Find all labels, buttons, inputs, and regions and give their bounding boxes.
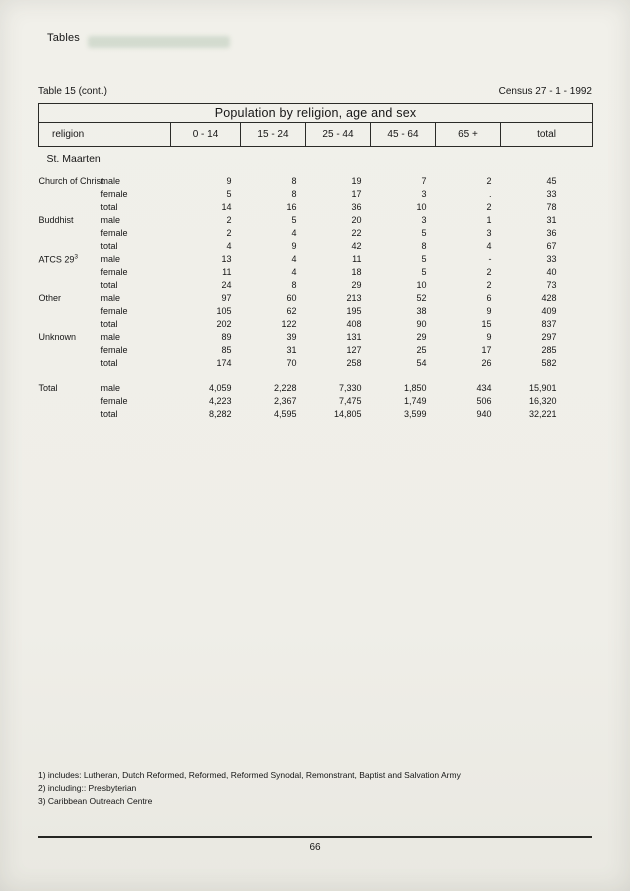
value-cell: 8 bbox=[291, 176, 297, 186]
table-row bbox=[39, 305, 593, 318]
value-cell: 14,805 bbox=[333, 409, 362, 419]
value-cell: 4,059 bbox=[208, 383, 232, 393]
row-header-cell bbox=[39, 266, 171, 279]
value-cell: 582 bbox=[541, 358, 557, 368]
value-cell: 9 bbox=[291, 241, 297, 251]
value-cell: 29 bbox=[351, 280, 362, 290]
value-cell: 24 bbox=[221, 280, 232, 290]
value-cell: 127 bbox=[346, 345, 362, 355]
value-cell: 38 bbox=[416, 306, 427, 316]
sex-label: total bbox=[100, 409, 118, 419]
table-row bbox=[39, 279, 593, 292]
column-header: 65 + bbox=[436, 123, 501, 147]
value-cell: 5 bbox=[421, 228, 427, 238]
value-cell: 36 bbox=[546, 228, 557, 238]
value-cell: 9 bbox=[226, 176, 232, 186]
sex-label: female bbox=[100, 306, 128, 316]
table-row bbox=[39, 395, 593, 408]
value-cell: 26 bbox=[481, 358, 492, 368]
row-header-cell bbox=[39, 175, 171, 188]
religion-label: Buddhist bbox=[38, 215, 74, 225]
row-header-cell bbox=[39, 395, 171, 408]
value-cell: 20 bbox=[351, 215, 362, 225]
value-cell: 131 bbox=[346, 332, 362, 342]
value-cell: 2 bbox=[226, 215, 232, 225]
section-heading: Tables bbox=[47, 32, 80, 44]
value-cell: 33 bbox=[546, 254, 557, 264]
value-cell: 11 bbox=[352, 254, 362, 264]
value-cell: 5 bbox=[421, 254, 427, 264]
value-cell: 2 bbox=[486, 280, 492, 290]
table-caption: Table 15 (cont.) bbox=[38, 86, 107, 97]
column-header: total bbox=[501, 123, 593, 147]
value-cell: 2 bbox=[486, 176, 492, 186]
value-cell: 297 bbox=[541, 332, 557, 342]
value-cell: 6 bbox=[486, 293, 492, 303]
column-header: 0 - 14 bbox=[171, 123, 241, 147]
sex-label: female bbox=[100, 189, 128, 199]
value-cell: 1,749 bbox=[403, 396, 427, 406]
value-cell: 2 bbox=[486, 202, 492, 212]
table-row bbox=[39, 357, 593, 370]
footnote-3: 3) Caribbean Outreach Centre bbox=[38, 796, 153, 806]
spacer-row bbox=[39, 370, 593, 382]
value-cell: 258 bbox=[346, 358, 362, 368]
value-cell: 4,223 bbox=[208, 396, 232, 406]
table-row bbox=[39, 292, 593, 305]
sex-label: male bbox=[100, 254, 121, 264]
value-cell: 10 bbox=[416, 202, 427, 212]
value-cell: 8 bbox=[291, 280, 297, 290]
value-cell: 7,475 bbox=[338, 396, 362, 406]
value-cell: 19 bbox=[351, 176, 362, 186]
value-cell: 1 bbox=[486, 215, 492, 225]
value-cell: 122 bbox=[281, 319, 297, 329]
row-header-cell bbox=[39, 344, 171, 357]
column-header: 15 - 24 bbox=[241, 123, 306, 147]
sex-label: male bbox=[100, 332, 121, 342]
table-row bbox=[39, 331, 593, 344]
value-cell: 15 bbox=[481, 319, 492, 329]
sex-label: total bbox=[100, 280, 118, 290]
sex-label: male bbox=[100, 215, 121, 225]
sex-label: total bbox=[100, 319, 118, 329]
value-cell: 213 bbox=[346, 293, 362, 303]
value-cell: 18 bbox=[351, 267, 362, 277]
row-header-cell bbox=[39, 382, 171, 395]
spacer-row bbox=[39, 165, 593, 175]
value-cell: 29 bbox=[416, 332, 427, 342]
religion-label: Church of Christ bbox=[38, 176, 104, 186]
value-cell: 22 bbox=[351, 228, 362, 238]
row-header-cell bbox=[39, 188, 171, 201]
column-header: religion bbox=[39, 123, 171, 147]
column-header: 45 - 64 bbox=[371, 123, 436, 147]
value-cell: 2 bbox=[226, 228, 232, 238]
value-cell: 33 bbox=[546, 189, 557, 199]
value-cell: 4 bbox=[291, 228, 297, 238]
sex-label: female bbox=[100, 228, 128, 238]
value-cell: 4 bbox=[226, 241, 232, 251]
value-cell: 9 bbox=[486, 332, 492, 342]
sex-label: female bbox=[100, 267, 128, 277]
value-cell: 7 bbox=[421, 176, 427, 186]
table-row bbox=[39, 344, 593, 357]
row-header-cell bbox=[39, 240, 171, 253]
table-caption-row bbox=[38, 86, 592, 97]
census-caption: Census 27 - 1 - 1992 bbox=[498, 86, 592, 97]
value-cell: 5 bbox=[421, 267, 427, 277]
value-cell: 62 bbox=[286, 306, 297, 316]
religion-label: ATCS $29^3$ bbox=[38, 253, 78, 265]
value-cell: 89 bbox=[221, 332, 232, 342]
sex-label: male bbox=[100, 293, 121, 303]
value-cell: 2,228 bbox=[273, 383, 297, 393]
footnote-2: 2) including:: Presbyterian bbox=[38, 783, 137, 793]
sex-label: female bbox=[100, 345, 128, 355]
value-cell: 73 bbox=[546, 280, 557, 290]
value-cell: 31 bbox=[286, 345, 297, 355]
value-cell: 52 bbox=[416, 293, 427, 303]
value-cell: 54 bbox=[416, 358, 427, 368]
value-cell: 285 bbox=[541, 345, 557, 355]
value-cell: 70 bbox=[286, 358, 297, 368]
value-cell: 7,330 bbox=[338, 383, 362, 393]
value-cell: 45 bbox=[546, 176, 557, 186]
table-row bbox=[39, 227, 593, 240]
table-row bbox=[39, 408, 593, 421]
sex-label: total bbox=[100, 202, 118, 212]
sex-label: male bbox=[100, 176, 121, 186]
value-cell: 14 bbox=[221, 202, 232, 212]
value-cell: 202 bbox=[216, 319, 232, 329]
value-cell: - bbox=[488, 254, 492, 264]
footer-rule bbox=[38, 836, 592, 838]
row-header-cell bbox=[39, 279, 171, 292]
value-cell: 5 bbox=[226, 189, 232, 199]
value-cell: 940 bbox=[476, 409, 492, 419]
value-cell: 15,901 bbox=[529, 383, 557, 393]
value-cell: 4 bbox=[291, 267, 297, 277]
row-header-cell bbox=[39, 253, 171, 266]
value-cell: 8 bbox=[421, 241, 427, 251]
value-cell: 506 bbox=[476, 396, 492, 406]
value-cell: 434 bbox=[476, 383, 492, 393]
table-title: Population by religion, age and sex bbox=[39, 104, 593, 123]
row-header-cell bbox=[39, 408, 171, 421]
value-cell: 3 bbox=[421, 215, 427, 225]
value-cell: 3,599 bbox=[403, 409, 427, 419]
table-row bbox=[39, 318, 593, 331]
value-cell: 3 bbox=[486, 228, 492, 238]
sex-label: male bbox=[100, 383, 121, 393]
sex-label: total bbox=[100, 358, 118, 368]
table-row bbox=[39, 188, 593, 201]
value-cell: 16 bbox=[286, 202, 297, 212]
value-cell: 408 bbox=[346, 319, 362, 329]
row-header-cell bbox=[39, 227, 171, 240]
column-header: 25 - 44 bbox=[306, 123, 371, 147]
region-label: St. Maarten bbox=[46, 152, 101, 165]
sex-label: female bbox=[100, 396, 128, 406]
row-header-cell bbox=[39, 214, 171, 227]
value-cell: 11 bbox=[222, 267, 232, 277]
value-cell: 17 bbox=[481, 345, 492, 355]
value-cell: 85 bbox=[221, 345, 232, 355]
value-cell: 5 bbox=[291, 215, 297, 225]
row-header-cell bbox=[39, 305, 171, 318]
value-cell: 8 bbox=[291, 189, 297, 199]
value-cell: 9 bbox=[486, 306, 492, 316]
value-cell: 4,595 bbox=[273, 409, 297, 419]
value-cell: 42 bbox=[351, 241, 362, 251]
value-cell: 90 bbox=[416, 319, 427, 329]
column-header-row bbox=[39, 123, 593, 147]
table-row bbox=[39, 382, 593, 395]
value-cell: 1,850 bbox=[403, 383, 427, 393]
row-header-cell bbox=[39, 357, 171, 370]
value-cell: 16,320 bbox=[529, 396, 557, 406]
footnotes bbox=[38, 769, 461, 808]
value-cell: 2,367 bbox=[273, 396, 297, 406]
table-row bbox=[39, 201, 593, 214]
value-cell: 25 bbox=[416, 345, 427, 355]
page-number: 66 bbox=[309, 842, 321, 853]
row-header-cell bbox=[39, 201, 171, 214]
religion-label: Total bbox=[38, 383, 58, 393]
table-row bbox=[39, 214, 593, 227]
value-cell: 17 bbox=[351, 189, 362, 199]
value-cell: 97 bbox=[221, 293, 232, 303]
value-cell: 32,221 bbox=[529, 409, 557, 419]
value-cell: 40 bbox=[546, 267, 557, 277]
row-header-cell bbox=[39, 331, 171, 344]
value-cell: 409 bbox=[541, 306, 557, 316]
scan-artifact bbox=[88, 36, 230, 48]
religion-label: Other bbox=[38, 293, 62, 303]
value-cell: 428 bbox=[541, 293, 557, 303]
value-cell: 36 bbox=[351, 202, 362, 212]
table-row bbox=[39, 253, 593, 266]
sex-label: total bbox=[100, 241, 118, 251]
value-cell: 31 bbox=[546, 215, 557, 225]
value-cell: 39 bbox=[286, 332, 297, 342]
value-cell: 837 bbox=[541, 319, 557, 329]
value-cell: 174 bbox=[216, 358, 232, 368]
table-body bbox=[39, 147, 593, 421]
table-row bbox=[39, 266, 593, 279]
value-cell: 60 bbox=[286, 293, 297, 303]
row-header-cell bbox=[39, 292, 171, 305]
value-cell: 78 bbox=[546, 202, 557, 212]
row-header-cell bbox=[39, 318, 171, 331]
population-table bbox=[38, 103, 593, 421]
value-cell: 8,282 bbox=[208, 409, 232, 419]
value-cell: 13 bbox=[221, 254, 232, 264]
value-cell: 2 bbox=[486, 267, 492, 277]
value-cell: 67 bbox=[546, 241, 557, 251]
value-cell: 195 bbox=[346, 306, 362, 316]
value-cell: 3 bbox=[421, 189, 427, 199]
table-row bbox=[39, 175, 593, 188]
value-cell: 10 bbox=[416, 280, 427, 290]
table-row bbox=[39, 240, 593, 253]
value-cell: 105 bbox=[216, 306, 232, 316]
value-cell: . bbox=[488, 189, 492, 199]
value-cell: 4 bbox=[291, 254, 297, 264]
table-title-row bbox=[39, 104, 593, 123]
footnote-1: 1) includes: Lutheran, Dutch Reformed, Reformed, Reformed Synodal, Remonstrant, Baptist and Salvation Army bbox=[38, 770, 461, 780]
religion-label: Unknown bbox=[38, 332, 77, 342]
footnote-marker: 3 bbox=[74, 253, 78, 261]
value-cell: 4 bbox=[486, 241, 492, 251]
